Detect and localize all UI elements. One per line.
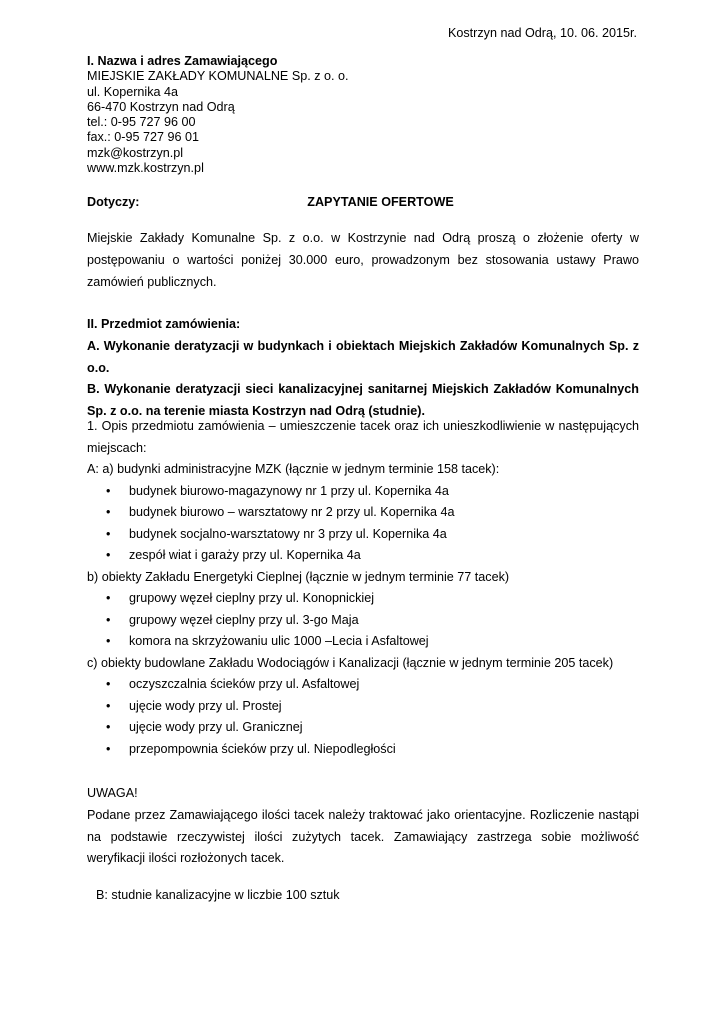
bullet-icon: • (106, 591, 111, 605)
group-a-heading: A: a) budynki administracyjne MZK (łącznie w jednym terminie 158 tacek): (87, 462, 500, 476)
contracting-authority-block (87, 54, 349, 176)
description-intro: 1. Opis przedmiotu zamówienia – umieszczenie tacek oraz ich unieszkodliwienie w następujących miejscach: (87, 419, 639, 455)
section-2-title: II. Przedmiot zamówienia: (87, 317, 241, 331)
bullet-icon: • (106, 741, 111, 756)
postal-address: 66-470 Kostrzyn nad Odrą (87, 99, 235, 114)
list-item: • grupowy węzeł cieplny przy ul. 3-go Maja (87, 610, 639, 632)
bullet-icon: • (106, 526, 111, 541)
date-line: Kostrzyn nad Odrą, 10. 06. 2015r. (447, 26, 637, 40)
list-item: • zespół wiat i garaży przy ul. Kopernika 4a (87, 545, 639, 567)
list-item: • ujęcie wody przy ul. Prostej (87, 696, 639, 718)
list-item: • oczyszczalnia ścieków przy ul. Asfaltowej (87, 674, 639, 696)
list-item: • budynek biurowo – warsztatowy nr 2 przy ul. Kopernika 4a (87, 502, 639, 524)
group-c-heading: c) obiekty budowlane Zakładu Wodociągów i Kanalizacji (łącznie w jednym terminie 205 tacek) (87, 655, 614, 670)
street-address: ul. Kopernika 4a (87, 84, 179, 99)
subject-label: Dotyczy: (87, 195, 140, 209)
list-item: • grupowy węzeł cieplny przy ul. Konopnickiej (87, 588, 639, 610)
bullet-icon: • (106, 677, 111, 691)
list-item: • przepompownia ścieków przy ul. Niepodległości (87, 739, 639, 761)
bullet-icon: • (106, 483, 111, 498)
section-1-title: I. Nazwa i adres Zamawiającego (87, 54, 278, 68)
list-item: • komora na skrzyżowaniu ulic 1000 –Lecia i Asfaltowej (87, 631, 639, 653)
description-section (87, 416, 639, 760)
group-b-heading: b) obiekty Zakładu Energetyki Cieplnej (łącznie w jednym terminie 77 tacek) (87, 569, 510, 584)
bullet-icon: • (106, 698, 111, 713)
section-2-item-b: B. Wykonanie deratyzacji sieci kanalizacyjnej sanitarnej Miejskich Zakładów Komunalnych Sp. z o.o. na terenie miasta Kostrzyn nad Odrą (studnie). (87, 382, 639, 419)
bullet-icon: • (106, 720, 111, 734)
list-item: • budynek biurowo-magazynowy nr 1 przy ul. Kopernika 4a (87, 481, 639, 503)
phone-number: tel.: 0-95 727 96 00 (87, 115, 196, 130)
bullet-icon: • (106, 548, 111, 562)
note-section (87, 783, 639, 870)
bullet-icon: • (106, 612, 111, 627)
website-address: www.mzk.kostrzyn.pl (87, 161, 204, 176)
intro-paragraph: Miejskie Zakłady Komunalne Sp. z o.o. w Kostrzynie nad Odrą proszą o złożenie oferty w postępowaniu o wartości poniżej 30.000 euro, prowadzonym bez stosowania ustawy Prawo zamówień publicznych. (87, 231, 639, 289)
group-a-list (87, 481, 639, 567)
wells-line: B: studnie kanalizacyjne w liczbie 100 sztuk (96, 888, 340, 902)
note-text: Podane przez Zamawiającego ilości tacek należy traktować jako orientacyjne. Rozliczenie nastąpi na podstawie rzeczywistej ilości zużytych tacek. Zamawiający zastrzega sobie możliwość weryfikacji ilości rozłożonych tacek. (87, 807, 639, 866)
list-item: • budynek socjalno-warsztatowy nr 3 przy ul. Kopernika 4a (87, 524, 639, 546)
email-address: mzk@kostrzyn.pl (87, 145, 184, 160)
fax-number: fax.: 0-95 727 96 01 (87, 130, 200, 145)
bullet-icon: • (106, 505, 111, 519)
group-c-list (87, 674, 639, 760)
note-title: UWAGA! (87, 786, 138, 800)
bullet-icon: • (106, 634, 111, 648)
company-name: MIEJSKIE ZAKŁADY KOMUNALNE Sp. z o. o. (87, 69, 349, 84)
group-b-list (87, 588, 639, 653)
document-title: ZAPYTANIE OFERTOWE (307, 195, 454, 209)
section-2-item-a: A. Wykonanie deratyzacji w budynkach i obiektach Miejskich Zakładów Komunalnych Sp. z o.o. (87, 338, 639, 375)
section-2 (87, 314, 639, 423)
list-item: • ujęcie wody przy ul. Granicznej (87, 717, 639, 739)
